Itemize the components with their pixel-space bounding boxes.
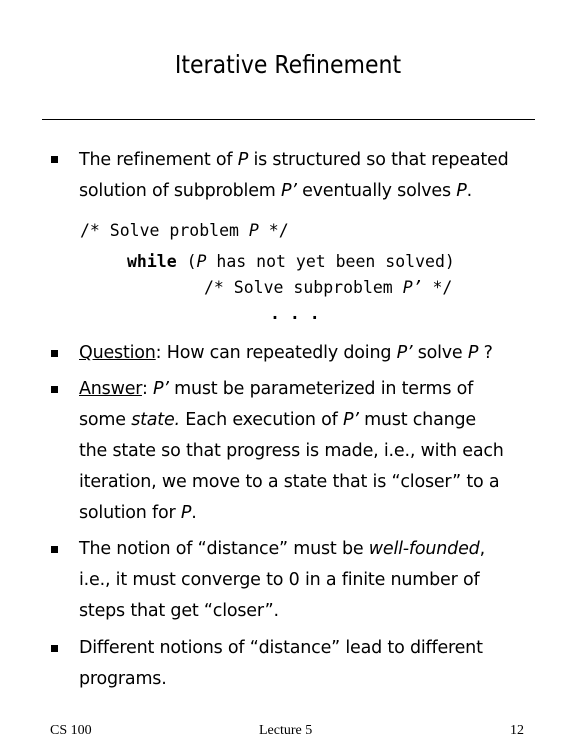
state-term: state. (131, 410, 180, 430)
text: : How can repeatedly doing (155, 343, 397, 363)
answer-label: Answer (79, 379, 142, 399)
bullet-notions (79, 633, 539, 695)
bullet-answer (79, 374, 539, 529)
code-text: */ (258, 221, 289, 240)
code-line-while (127, 252, 455, 271)
bullet-distance-line3: steps that get “closer”. (79, 601, 279, 621)
well-founded-term: well-founded (368, 539, 480, 559)
bullet-question (79, 338, 539, 369)
text: The refinement of (79, 150, 238, 170)
bullet-notions-line1: Different notions of “distance” lead to different (79, 638, 483, 658)
text: solve (412, 343, 468, 363)
bullet-square-icon (51, 645, 58, 652)
bullet-answer-line5 (79, 498, 539, 529)
footer-page-number: 12 (510, 723, 524, 738)
text: Each execution of (179, 410, 343, 430)
code-var: P’ (402, 278, 423, 297)
code-var: P (248, 221, 259, 240)
var-p-prime: P’ (280, 181, 297, 201)
text: eventually solves (296, 181, 457, 201)
bullet-notions-line2: programs. (79, 669, 167, 689)
var-p-prime: P’ (343, 410, 359, 430)
text: solution of subproblem (79, 181, 281, 201)
var-p: P (467, 343, 479, 363)
code-keyword: while (127, 252, 177, 271)
code-text: */ (422, 278, 453, 297)
code-line-subproblem (204, 278, 452, 297)
title-divider (42, 119, 535, 120)
bullet-answer-line1 (79, 374, 539, 405)
var-p: P (237, 150, 249, 170)
bullet-question-line1 (79, 338, 539, 369)
bullet-answer-line3: the state so that progress is made, i.e., with each (79, 441, 504, 461)
footer-lecture: Lecture 5 (259, 723, 313, 738)
question-label: Question (79, 343, 156, 363)
code-line-comment (80, 221, 289, 240)
text: . (191, 503, 197, 523)
bullet-answer-line4: iteration, we move to a state that is “closer” to a (79, 472, 500, 492)
bullet-square-icon (51, 386, 58, 393)
text: , (479, 539, 485, 559)
text: must be parameterized in terms of (168, 379, 474, 399)
code-line-ellipsis: . . . (270, 304, 320, 323)
text: must change (358, 410, 476, 430)
code-text: /* Solve problem (80, 221, 249, 240)
slide-title: Iterative Refinement (174, 50, 402, 79)
code-text: has not yet been solved) (206, 252, 455, 271)
bullet-square-icon (51, 156, 58, 163)
text: solution for (79, 503, 181, 523)
text: some (79, 410, 132, 430)
text: is structured so that repeated (248, 150, 509, 170)
bullet-distance-line1 (79, 534, 539, 565)
text: . (466, 181, 472, 201)
bullet-refinement (79, 145, 539, 207)
code-text: ( (176, 252, 197, 271)
bullet-refinement-line1 (79, 145, 539, 176)
bullet-square-icon (51, 350, 58, 357)
bullet-distance (79, 534, 539, 627)
bullet-answer-line2 (79, 405, 539, 436)
footer-course: CS 100 (50, 723, 92, 738)
text: ? (478, 343, 493, 363)
var-p: P (456, 181, 467, 201)
bullet-distance-line2: i.e., it must converge to 0 in a finite number of (79, 570, 480, 590)
code-var: P (196, 252, 207, 271)
text: The notion of “distance” must be (79, 539, 369, 559)
var-p: P (180, 503, 192, 523)
text: : (141, 379, 154, 399)
var-p-prime: P’ (153, 379, 169, 399)
var-p-prime: P’ (396, 343, 413, 363)
code-text: /* Solve subproblem (204, 278, 403, 297)
bullet-refinement-line2 (79, 176, 539, 207)
bullet-square-icon (51, 546, 58, 553)
